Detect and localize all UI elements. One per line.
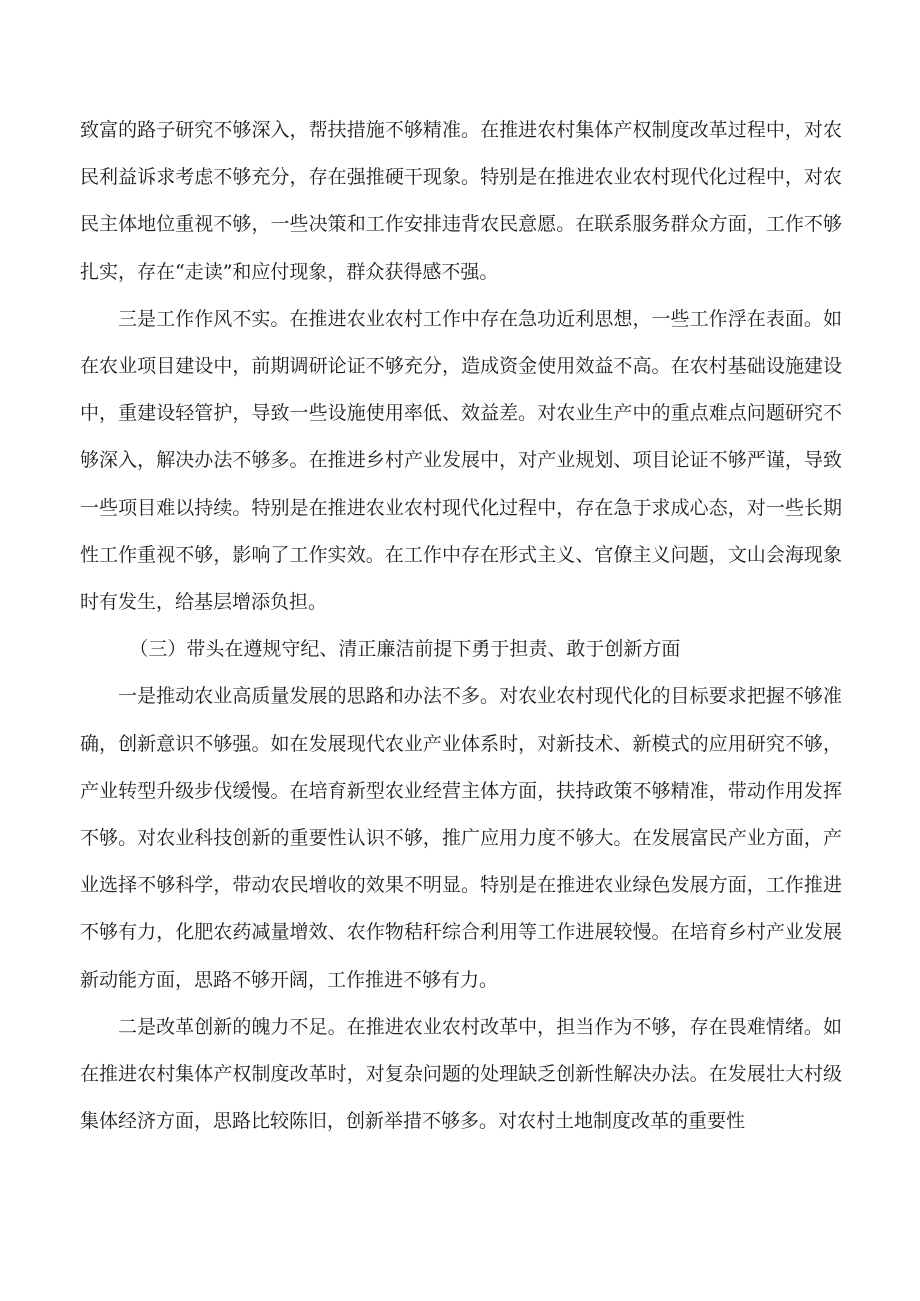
paragraph-agri-development: 一是推动农业高质量发展的思路和办法不多。对农业农村现代化的目标要求把握不够准确，创新意识不够强。如在发展现代农业产业体系时，对新技术、新模式的应用研究不够，产业转型升级步伐缓慢。在培育新型农业经营主体方面，扶持政策不够精准，带动作用发挥不够。对农业科技创新的重要性认识不够，推广应用力度不够大。在发展富民产业方面，产业选择不够科学，带动农民增收的效果不明显。特别是在推进农业绿色发展方面，工作推进不够有力，化肥农药减量增效、农作物秸秆综合利用等工作进展较慢。在培育乡村产业发展新动能方面，思路不够开阔，工作推进不够有力。 (80, 685, 842, 991)
section-heading-3: （三）带头在遵规守纪、清正廉洁前提下勇于担责、敢于创新方面 (129, 638, 681, 661)
paragraph-reform-innovation: 二是改革创新的魄力不足。在推进农业农村改革中，担当作为不够，存在畏难情绪。如在推进农村集体产权制度改革时，对复杂问题的处理缺乏创新性解决办法。在发展壮大村级集体经济方面，思路比较陈旧，创新举措不够多。对农村土地制度改革的重要性 (80, 1015, 842, 1133)
paragraph-continuation: 致富的路子研究不够深入，帮扶措施不够精准。在推进农村集体产权制度改革过程中，对农民利益诉求考虑不够充分，存在强推硬干现象。特别是在推进农业农村现代化过程中，对农民主体地位重视不够，一些决策和工作安排违背农民意愿。在联系服务群众方面，工作不够扎实，存在“走读”和应付现象，群众获得感不强。 (80, 119, 842, 283)
paragraph-work-style: 三是工作作风不实。在推进农业农村工作中存在急功近利思想，一些工作浮在表面。如在农业项目建设中，前期调研论证不够充分，造成资金使用效益不高。在农村基础设施建设中，重建设轻管护，导致一些设施使用率低、效益差。对农业生产中的重点难点问题研究不够深入，解决办法不够多。在推进乡村产业发展中，对产业规划、项目论证不够严谨，导致一些项目难以持续。特别是在推进农业农村现代化过程中，存在急于求成心态，对一些长期性工作重视不够，影响了工作实效。在工作中存在形式主义、官僚主义问题，文山会海现象时有发生，给基层增添负担。 (80, 307, 842, 614)
document-body (80, 107, 842, 1145)
